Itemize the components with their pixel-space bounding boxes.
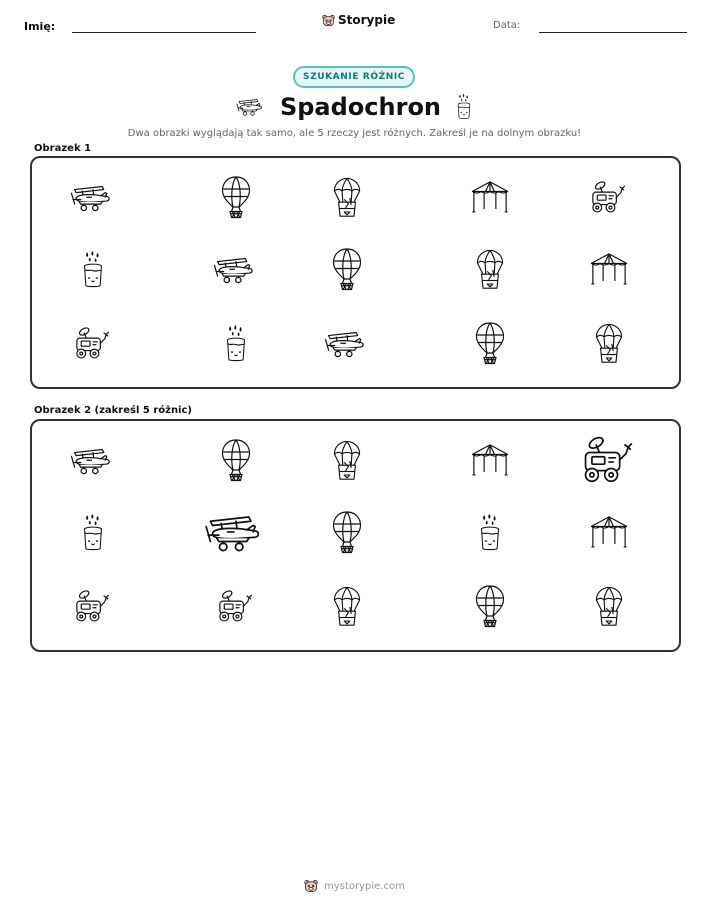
tent-icon[interactable]: [468, 441, 512, 481]
parachute-icon[interactable]: [595, 584, 623, 630]
picture-1-panel: [30, 156, 681, 389]
page-title: Spadochron: [279, 93, 442, 121]
picture-2-label: Obrazek 2 (zakreśl 5 różnic): [34, 405, 192, 416]
plane-icon[interactable]: [70, 445, 116, 477]
rover-icon: [71, 324, 115, 364]
bucket-icon: [223, 324, 249, 364]
bear-logo-icon: [304, 879, 318, 893]
date-label: Data:: [493, 20, 521, 31]
picture-1-label: Obrazek 1: [34, 143, 92, 154]
date-input-line[interactable]: [539, 32, 687, 33]
balloon-icon: [475, 321, 505, 367]
plane-icon: [324, 328, 370, 360]
parachute-icon[interactable]: [333, 584, 361, 630]
tent-icon: [587, 250, 631, 290]
plane-icon[interactable]: [204, 510, 268, 556]
rover-icon[interactable]: [71, 587, 115, 627]
picture-2-panel[interactable]: [30, 419, 681, 652]
activity-badge: SZUKANIE RÓŻNIC: [293, 66, 415, 88]
tent-icon[interactable]: [587, 513, 631, 553]
balloon-icon[interactable]: [332, 510, 362, 556]
rover-icon[interactable]: [577, 429, 641, 493]
parachute-icon[interactable]: [333, 438, 361, 484]
parachute-icon: [595, 321, 623, 367]
balloon-icon[interactable]: [475, 584, 505, 630]
worksheet-header: [0, 0, 709, 50]
rover-icon: [587, 178, 631, 218]
bear-logo-icon: [322, 14, 335, 27]
balloon-icon[interactable]: [221, 438, 251, 484]
bucket-icon[interactable]: [477, 513, 503, 553]
storypie-logo: [322, 13, 395, 27]
title-row: [0, 90, 709, 124]
plane-icon: [70, 182, 116, 214]
rover-icon[interactable]: [214, 587, 258, 627]
bucket-icon[interactable]: [80, 513, 106, 553]
plane-icon: [213, 254, 259, 286]
bucket-icon: [80, 250, 106, 290]
balloon-icon: [221, 175, 251, 221]
parachute-icon: [476, 247, 504, 293]
balloon-icon: [332, 247, 362, 293]
plane-icon: [236, 96, 266, 118]
name-label: Imię:: [24, 20, 56, 33]
tent-icon: [468, 178, 512, 218]
footer: [0, 879, 709, 893]
parachute-icon: [333, 175, 361, 221]
name-input-line[interactable]: [72, 32, 256, 33]
footer-url: mystorypie.com: [324, 880, 405, 892]
brand-name: Storypie: [338, 13, 396, 27]
bucket-icon: [455, 93, 473, 121]
instructions: Dwa obrazki wyglądają tak samo, ale 5 rzeczy jest różnych. Zakreśl je na dolnym obrazku!: [127, 128, 582, 139]
